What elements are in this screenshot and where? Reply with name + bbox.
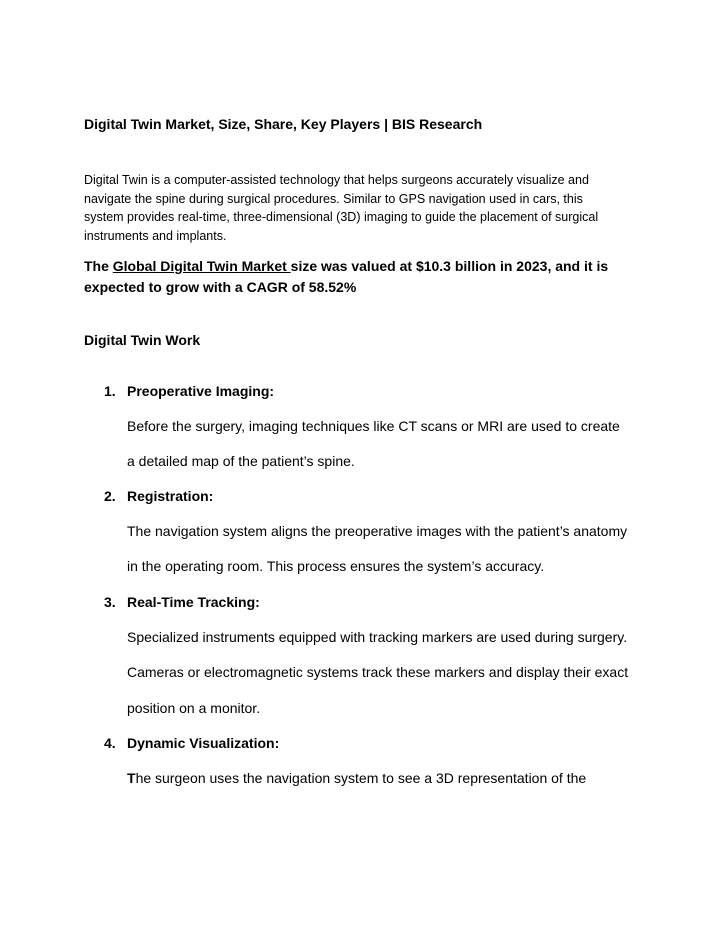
step-title: Real-Time Tracking: bbox=[127, 594, 260, 610]
market-prefix: The bbox=[84, 258, 113, 274]
step-body-line: Cameras or electromagnetic systems track these markers and display their exact bbox=[127, 664, 629, 680]
step-number: 2. bbox=[104, 488, 116, 504]
intro-paragraph bbox=[84, 171, 644, 246]
step-heading bbox=[104, 735, 279, 751]
intro-line: Digital Twin is a computer-assisted technology that helps surgeons accurately visualize and bbox=[84, 173, 589, 187]
step-heading bbox=[104, 488, 213, 504]
market-suffix: size was valued at $10.3 billion in 2023, and it is expected to grow with a CAGR of 58.52% bbox=[84, 258, 609, 295]
section-heading: Digital Twin Work bbox=[84, 332, 201, 348]
market-size-paragraph bbox=[84, 256, 664, 298]
intro-line: navigate the spine during surgical procedures. Similar to GPS navigation used in cars, this bbox=[84, 191, 583, 206]
step-number: 1. bbox=[104, 383, 116, 399]
step-heading bbox=[104, 383, 274, 399]
step-body-line bbox=[127, 770, 586, 786]
step-number: 3. bbox=[104, 594, 116, 610]
step-body-line: a detailed map of the patient’s spine. bbox=[127, 453, 355, 469]
global-digital-twin-market-link[interactable]: Global Digital Twin Market bbox=[112, 258, 291, 274]
step-number: 4. bbox=[104, 735, 116, 751]
step-title: Registration: bbox=[127, 488, 214, 504]
step-body-line: position on a monitor. bbox=[127, 700, 261, 716]
step-heading bbox=[104, 594, 260, 610]
document-title: Digital Twin Market, Size, Share, Key Players | BIS Research bbox=[84, 116, 483, 132]
drop-letter: T bbox=[127, 770, 136, 786]
step-body-line: in the operating room. This process ensures the system’s accuracy. bbox=[127, 558, 545, 574]
intro-line: instruments and implants. bbox=[84, 229, 227, 244]
step-title: Preoperative Imaging: bbox=[127, 383, 275, 399]
step-body-line: Before the surgery, imaging techniques like CT scans or MRI are used to create bbox=[127, 418, 620, 434]
step-body-line: The navigation system aligns the preoperative images with the patient’s anatomy bbox=[127, 523, 628, 539]
intro-line: system provides real-time, three-dimensional (3D) imaging to guide the placement of surgical bbox=[84, 210, 599, 225]
step-body-text: he surgeon uses the navigation system to see a 3D representation of the bbox=[135, 770, 587, 786]
step-body-line: Specialized instruments equipped with tracking markers are used during surgery. bbox=[127, 629, 628, 645]
step-title: Dynamic Visualization: bbox=[127, 735, 280, 751]
